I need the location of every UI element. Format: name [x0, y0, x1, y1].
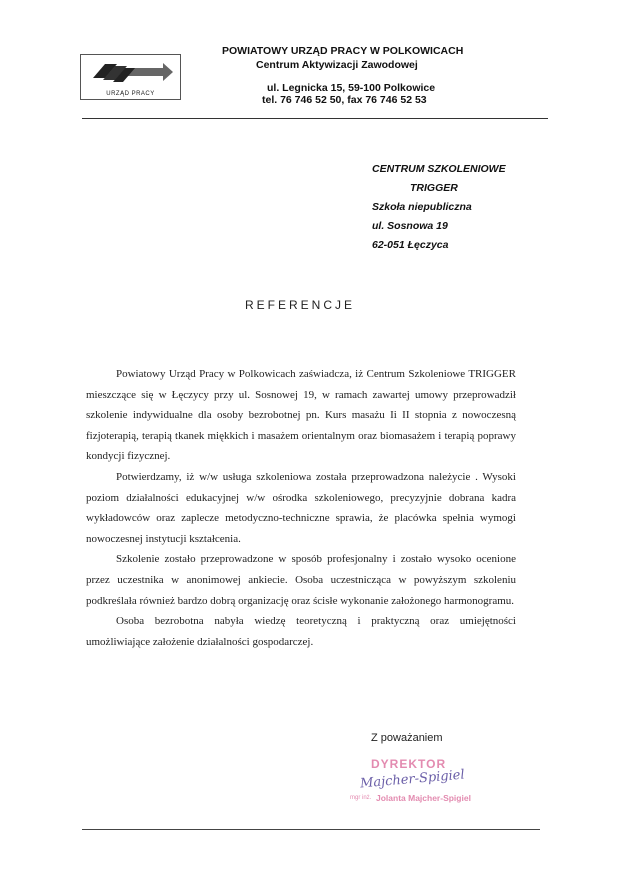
body-paragraph: Szkolenie zostało przeprowadzone w sposób profesjonalny i zostało wysoko ocenione przez uczestnika w anonimowej ankiecie. Osoba uczestnicząca w powyższym szkoleniu podkreślała również bardzo dobrą organizację oraz ścisłe wykonanie założonego harmonogramu. — [86, 553, 516, 607]
logo-arrow-icon — [87, 58, 175, 86]
recipient-line-3: Szkoła niepubliczna — [372, 201, 472, 213]
document-body — [86, 364, 516, 652]
recipient-line-1: CENTRUM SZKOLENIOWE — [372, 163, 506, 175]
recipient-line-4: ul. Sosnowa 19 — [372, 220, 448, 232]
stamp-prefix: mgr inż. — [350, 795, 372, 801]
org-unit: Centrum Aktywizacji Zawodowej — [256, 59, 418, 71]
closing-regards: Z poważaniem — [371, 732, 443, 744]
recipient-line-5: 62-051 Łęczyca — [372, 239, 449, 251]
org-address: ul. Legnicka 15, 59-100 Polkowice — [267, 82, 436, 94]
footer-divider — [82, 829, 540, 830]
org-phone: tel. 76 746 52 50, fax 76 746 52 53 — [262, 94, 427, 106]
body-paragraph: Osoba bezrobotna nabyła wiedzę teoretyczną i praktyczną oraz umiejętności umożliwiające założenie działalności gospodarczej. — [86, 615, 516, 648]
urzad-pracy-logo — [80, 54, 181, 100]
logo-text: URZĄD PRACY — [106, 91, 155, 97]
body-paragraph: Powiatowy Urząd Pracy w Polkowicach zaświadcza, iż Centrum Szkoleniowe TRIGGER mieszczące się w Łęczycy przy ul. Sosnowej 19, w ramach zawartej umowy przeprowadził szkolenie indywidualne dla osoby bezrobotnej pn. Kurs masażu Ii II stopnia z nowoczesną fizjoterapią, terapią tkanek miękkich i masażem orientalnym oraz biomasażem i terapią poprawy kondycji fizycznej. — [86, 368, 516, 463]
org-name: POWIATOWY URZĄD PRACY W POLKOWICACH — [222, 45, 464, 57]
stamp-name: Jolanta Majcher-Spigiel — [376, 793, 471, 803]
body-paragraph: Potwierdzamy, iż w/w usługa szkoleniowa została przeprowadzona należycie . Wysoki poziom działalności edukacyjnej w/w ośrodka szkoleniowego, precyzyjnie dobrana kadra wykładowców oraz zaplecze metodyczno-techniczne sprawia, że placówka spełnia wymogi nowoczesnej instytucji kształcenia. — [86, 470, 516, 545]
stamp-title: DYREKTOR — [371, 757, 447, 771]
header-divider — [82, 118, 548, 119]
document-title: REFERENCJE — [245, 298, 356, 312]
recipient-line-2: TRIGGER — [410, 182, 458, 194]
handwritten-signature: Majcher-Spigiel — [359, 767, 466, 792]
